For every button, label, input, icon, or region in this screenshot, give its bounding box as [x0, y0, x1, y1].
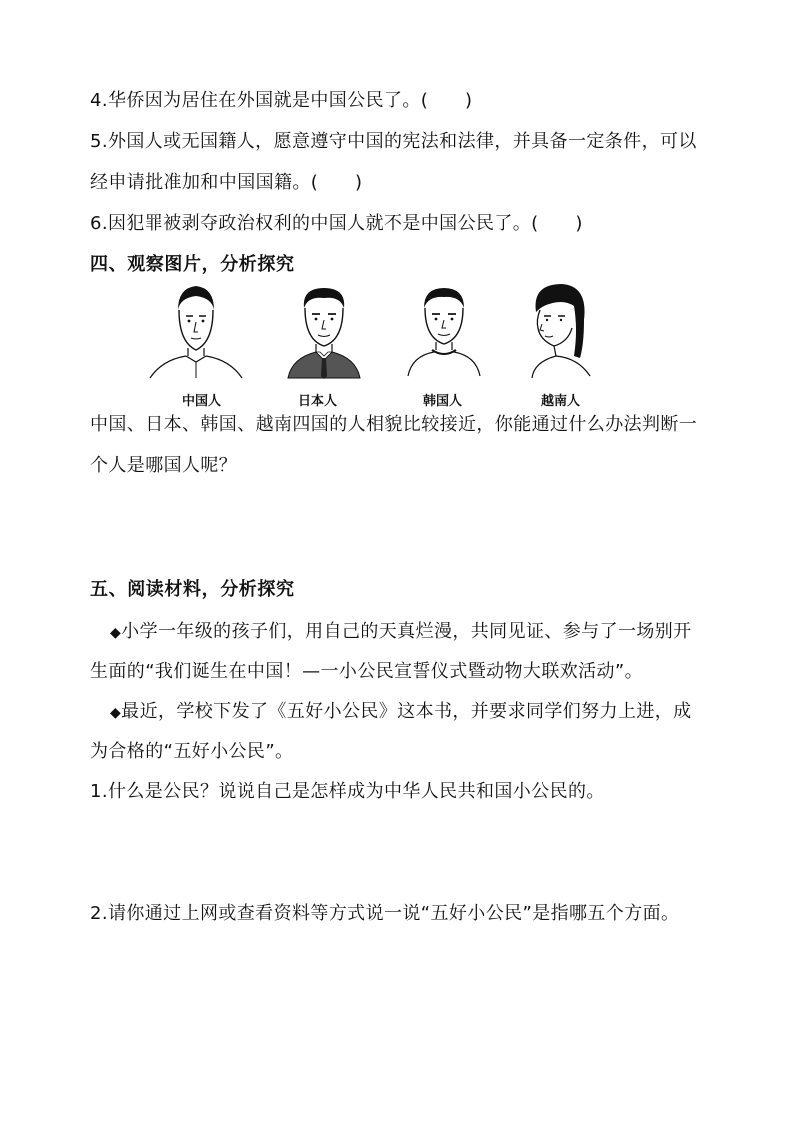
sub-question-1: 1.什么是公民？说说自己是怎样成为中华人民共和国小公民的。 — [90, 781, 605, 802]
section-5-title: 五、阅读材料，分析探究 — [90, 579, 295, 600]
question-6: 6.因犯罪被剥夺政治权利的中国人就不是中国公民了。( ) — [90, 213, 583, 234]
question-5-line-1: 5.外国人或无国籍人，愿意遵守中国的宪法和法律，并具备一定条件，可以 — [90, 131, 697, 152]
material-2-line-1 — [110, 700, 692, 725]
material-1-line-2: 生面的“我们诞生在中国！—一小公民宣誓仪式暨动物大联欢活动”。 — [90, 661, 644, 682]
vietnamese-woman-portrait — [518, 280, 602, 380]
material-1-text-1: 小学一年级的孩子们，用自己的天真烂漫，共同见证、参与了一场别开 — [121, 621, 692, 642]
caption-vietnamese: 越南人 — [541, 394, 581, 409]
material-1-line-1 — [110, 620, 692, 645]
caption-chinese: 中国人 — [182, 394, 222, 409]
bullet-diamond-icon: ◆ — [110, 705, 122, 721]
material-2-line-2: 为合格的“五好小公民”。 — [90, 741, 294, 762]
section-4-question-line-1: 中国、日本、韩国、越南四国的人相貌比较接近，你能通过什么办法判断一 — [90, 414, 698, 435]
caption-korean: 韩国人 — [423, 394, 463, 409]
question-4: 4.华侨因为居住在外国就是中国公民了。( ) — [90, 90, 473, 111]
korean-man-portrait — [404, 280, 484, 380]
chinese-man-portrait — [148, 280, 244, 380]
japanese-man-portrait — [282, 280, 366, 380]
caption-japanese: 日本人 — [298, 394, 338, 409]
sub-question-2: 2.请你通过上网或查看资料等方式说一说“五好小公民”是指哪五个方面。 — [90, 903, 680, 924]
question-5-line-2: 经申请批准加和中国国籍。( ) — [90, 172, 363, 193]
faces-illustration — [130, 280, 610, 410]
section-4-title: 四、观察图片，分析探究 — [90, 254, 295, 275]
bullet-diamond-icon: ◆ — [110, 625, 122, 641]
section-4-question-line-2: 个人是哪国人呢？ — [90, 455, 238, 476]
material-2-text-1: 最近，学校下发了《五好小公民》这本书，并要求同学们努力上进，成 — [121, 701, 692, 722]
